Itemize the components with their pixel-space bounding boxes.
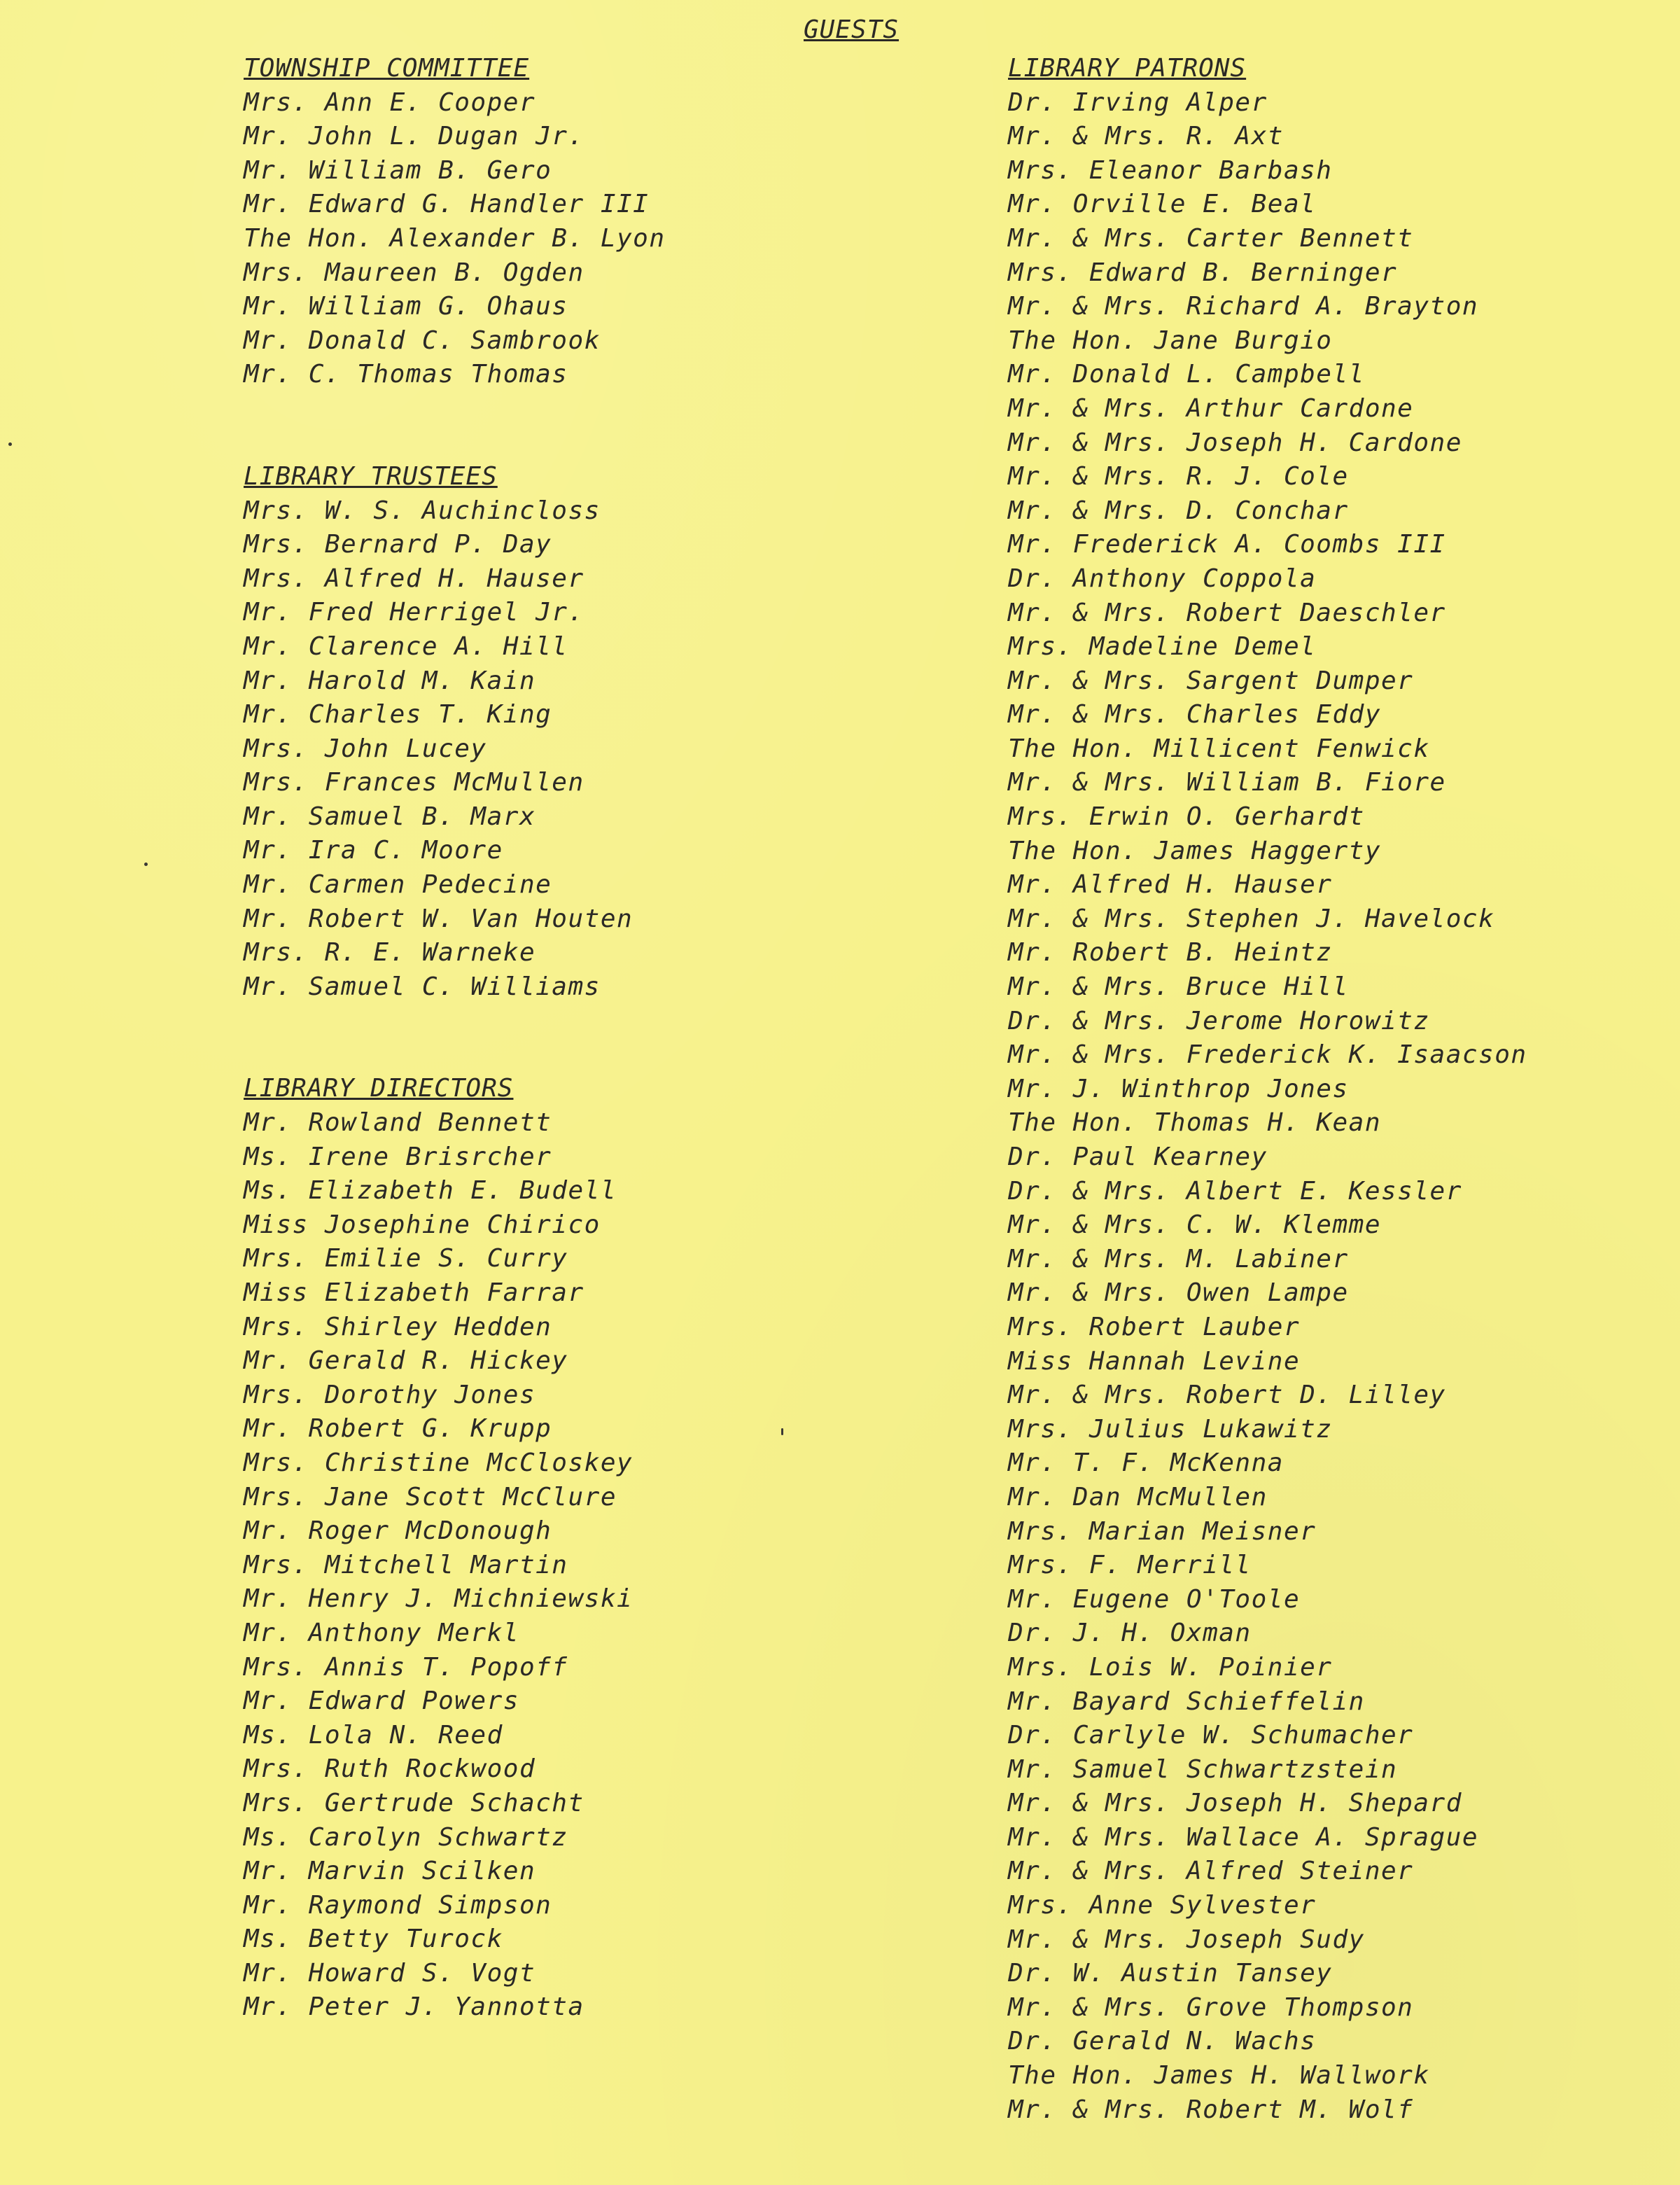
list-item: Dr. Gerald N. Wachs — [1008, 2027, 1317, 2056]
list-item: Mr. & Mrs. Robert Daeschler — [1008, 598, 1446, 627]
list-item: Mr. Charles T. King — [244, 700, 552, 730]
list-item: Mr. Clarence A. Hill — [244, 631, 568, 661]
list-item: Mr. Robert W. Van Houten — [244, 904, 634, 933]
list-item: The Hon. Alexander B. Lyon — [244, 223, 666, 253]
list-item: Mrs. Erwin O. Gerhardt — [1008, 802, 1365, 832]
library-directors-section — [244, 1072, 776, 2025]
list-item: The Hon. James H. Wallwork — [1008, 2061, 1430, 2090]
list-item: Mrs. Madeline Demel — [1008, 632, 1317, 662]
list-item: Mrs. R. E. Warneke — [244, 938, 536, 968]
list-item: Mr. & Mrs. Bruce Hill — [1008, 972, 1349, 1002]
list-item: Mr. & Mrs. Grove Thompson — [1008, 1992, 1414, 2022]
list-item: Mrs. Gertrude Schacht — [244, 1788, 584, 1817]
list-item: Mr. Samuel B. Marx — [244, 802, 536, 831]
list-item: Mr. & Mrs. Frederick K. Isaacson — [1008, 1040, 1527, 1070]
list-item: Mr. William B. Gero — [244, 155, 552, 185]
list-item: Dr. W. Austin Tansey — [1008, 1959, 1333, 1988]
list-item: Mr. Samuel C. Williams — [244, 972, 601, 1001]
left-column — [244, 52, 776, 2025]
list-item: Ms. Lola N. Reed — [244, 1720, 503, 1750]
list-item: The Hon. Jane Burgio — [1008, 326, 1333, 355]
list-item: Mr. Alfred H. Hauser — [1008, 870, 1333, 900]
list-item: Mr. & Mrs. Robert D. Lilley — [1008, 1381, 1446, 1410]
list-item: The Hon. James Haggerty — [1008, 836, 1381, 865]
library-trustees-section — [244, 460, 776, 1005]
list-item: Miss Elizabeth Farrar — [244, 1278, 584, 1307]
list-item: Mr. William G. Ohaus — [244, 292, 568, 321]
list-item: Mr. Marvin Scilken — [244, 1857, 536, 1886]
list-item: Mrs. Marian Meisner — [1008, 1516, 1317, 1546]
list-item: Mr. & Mrs. Carter Bennett — [1008, 223, 1414, 253]
list-item: Mr. & Mrs. Robert M. Wolf — [1008, 2095, 1414, 2124]
list-item: Mrs. Jane Scott McClure — [244, 1482, 617, 1512]
list-item: Mrs. Frances McMullen — [244, 768, 584, 797]
list-item: Mr. Eugene O'Toole — [1008, 1584, 1301, 1614]
list-item: Mr. & Mrs. M. Labiner — [1008, 1244, 1349, 1273]
list-item: Mr. & Mrs. Owen Lampe — [1008, 1278, 1349, 1308]
list-item: Ms. Elizabeth E. Budell — [244, 1176, 617, 1206]
list-item: Miss Josephine Chirico — [244, 1210, 601, 1239]
list-item: Mrs. Emilie S. Curry — [244, 1244, 568, 1273]
list-item: Mrs. Maureen B. Ogden — [244, 258, 584, 287]
name-list — [244, 494, 776, 1005]
list-item: Mrs. Lois W. Poinier — [1008, 1652, 1333, 1682]
list-item: Mr. & Mrs. Arthur Cardone — [1008, 393, 1414, 423]
list-item: Mr. Henry J. Michniewski — [244, 1584, 634, 1614]
list-item: Mrs. F. Merrill — [1008, 1551, 1252, 1580]
list-item: Mr. John L. Dugan Jr. — [244, 122, 584, 151]
list-item: Mr. & Mrs. Joseph Sudy — [1008, 1925, 1365, 1954]
list-item: The Hon. Millicent Fenwick — [1008, 734, 1430, 763]
list-item: Mr. Raymond Simpson — [244, 1890, 552, 1920]
list-item: Dr. Irving Alper — [1008, 88, 1268, 117]
list-item: Mr. Anthony Merkl — [244, 1618, 519, 1647]
list-item: Mr. & Mrs. Richard A. Brayton — [1008, 292, 1479, 321]
list-item: Mr. Ira C. Moore — [244, 836, 503, 865]
right-column — [1008, 52, 1652, 2127]
page-title: GUESTS — [804, 15, 899, 44]
list-item: Ms. Carolyn Schwartz — [244, 1822, 568, 1852]
list-item: Mr. Robert G. Krupp — [244, 1414, 552, 1444]
list-item: Dr. Paul Kearney — [1008, 1143, 1268, 1171]
list-item: Mrs. Shirley Hedden — [244, 1312, 552, 1341]
list-item: The Hon. Thomas H. Kean — [1008, 1108, 1381, 1138]
list-item: Mrs. Annis T. Popoff — [244, 1652, 568, 1682]
name-list — [244, 1106, 776, 2025]
list-item: Mr. & Mrs. R. Axt — [1008, 122, 1284, 151]
list-item: Mrs. John Lucey — [244, 734, 487, 763]
list-item: Ms. Irene Brisrcher — [244, 1142, 552, 1171]
list-item: Mr. Donald C. Sambrook — [244, 326, 601, 355]
paper-speck — [781, 1428, 783, 1435]
list-item: Mr. & Mrs. C. W. Klemme — [1008, 1210, 1381, 1240]
list-item: Mr. Orville E. Beal — [1008, 190, 1317, 219]
list-item: Mrs. Edward B. Berninger — [1008, 258, 1398, 287]
list-item: Mrs. Alfred H. Hauser — [244, 564, 584, 593]
list-item: Mr. Howard S. Vogt — [244, 1958, 536, 1988]
list-item: Mr. & Mrs. William B. Fiore — [1008, 768, 1446, 797]
list-item: Mr. & Mrs. Joseph H. Cardone — [1008, 428, 1462, 457]
name-list — [1008, 86, 1652, 2128]
list-item: Mr. Frederick A. Coombs III — [1008, 530, 1446, 559]
list-item: Mr. & Mrs. D. Conchar — [1008, 496, 1349, 525]
list-item: Mr. & Mrs. Alfred Steiner — [1008, 1857, 1414, 1886]
list-item: Mrs. Mitchell Martin — [244, 1550, 568, 1579]
list-item: Mr. J. Winthrop Jones — [1008, 1074, 1349, 1103]
list-item: Mr. Edward Powers — [244, 1687, 519, 1716]
list-item: Mrs. Anne Sylvester — [1008, 1891, 1317, 1920]
list-item: Dr. Carlyle W. Schumacher — [1008, 1721, 1414, 1750]
list-item: Dr. J. H. Oxman — [1008, 1619, 1252, 1648]
list-item: Miss Hannah Levine — [1008, 1346, 1301, 1376]
list-item: Mr. Robert B. Heintz — [1008, 938, 1333, 968]
list-item: Mr. & Mrs. Stephen J. Havelock — [1008, 904, 1495, 933]
list-item: Mr. Bayard Schieffelin — [1008, 1687, 1365, 1716]
list-item: Mr. T. F. McKenna — [1008, 1448, 1284, 1478]
list-item: Mrs. Ruth Rockwood — [244, 1754, 536, 1784]
list-item: Dr. & Mrs. Jerome Horowitz — [1008, 1006, 1430, 1035]
list-item: Mrs. Bernard P. Day — [244, 530, 552, 559]
list-item: Dr. & Mrs. Albert E. Kessler — [1008, 1176, 1462, 1206]
list-item: Mr. & Mrs. Joseph H. Shepard — [1008, 1789, 1462, 1818]
list-item: Dr. Anthony Coppola — [1008, 564, 1317, 593]
list-item: Mrs. Christine McCloskey — [244, 1448, 634, 1477]
list-item: Mr. Roger McDonough — [244, 1516, 552, 1546]
list-item: Mr. Samuel Schwartzstein — [1008, 1754, 1398, 1784]
section-heading: TOWNSHIP COMMITTEE — [244, 54, 530, 83]
list-item: Mrs. Robert Lauber — [1008, 1312, 1301, 1341]
list-item: Mr. & Mrs. Charles Eddy — [1008, 700, 1381, 730]
list-item: Mrs. Eleanor Barbash — [1008, 155, 1333, 185]
list-item: Mrs. Dorothy Jones — [244, 1380, 536, 1409]
name-list — [244, 86, 776, 392]
list-item: Mr. Rowland Bennett — [244, 1108, 552, 1138]
section-heading: LIBRARY DIRECTORS — [244, 1074, 514, 1103]
list-item: Mr. & Mrs. Sargent Dumper — [1008, 666, 1414, 695]
list-item: Mr. Gerald R. Hickey — [244, 1346, 568, 1376]
list-item: Mrs. Julius Lukawitz — [1008, 1414, 1333, 1444]
list-item: Mr. & Mrs. Wallace A. Sprague — [1008, 1822, 1479, 1852]
library-patrons-section — [1008, 52, 1652, 2127]
list-item: Mr. Fred Herrigel Jr. — [244, 598, 584, 627]
list-item: Mr. Carmen Pedecine — [244, 870, 552, 900]
list-item: Mrs. W. S. Auchincloss — [244, 496, 601, 525]
list-item: Mr. Edward G. Handler III — [244, 190, 650, 219]
list-item: Mrs. Ann E. Cooper — [244, 88, 536, 117]
section-heading: LIBRARY PATRONS — [1008, 54, 1247, 83]
list-item: Ms. Betty Turock — [244, 1925, 503, 1954]
paper-speck — [144, 863, 148, 866]
section-heading: LIBRARY TRUSTEES — [244, 461, 498, 491]
list-item: Mr. Donald L. Campbell — [1008, 360, 1365, 389]
list-item: Mr. Dan McMullen — [1008, 1482, 1268, 1512]
township-committee-section — [244, 52, 776, 392]
list-item: Mr. C. Thomas Thomas — [244, 360, 568, 389]
paper-speck — [8, 442, 12, 446]
list-item: Mr. Harold M. Kain — [244, 666, 536, 695]
list-item: Mr. Peter J. Yannotta — [244, 1992, 584, 2022]
list-item: Mr. & Mrs. R. J. Cole — [1008, 462, 1349, 491]
